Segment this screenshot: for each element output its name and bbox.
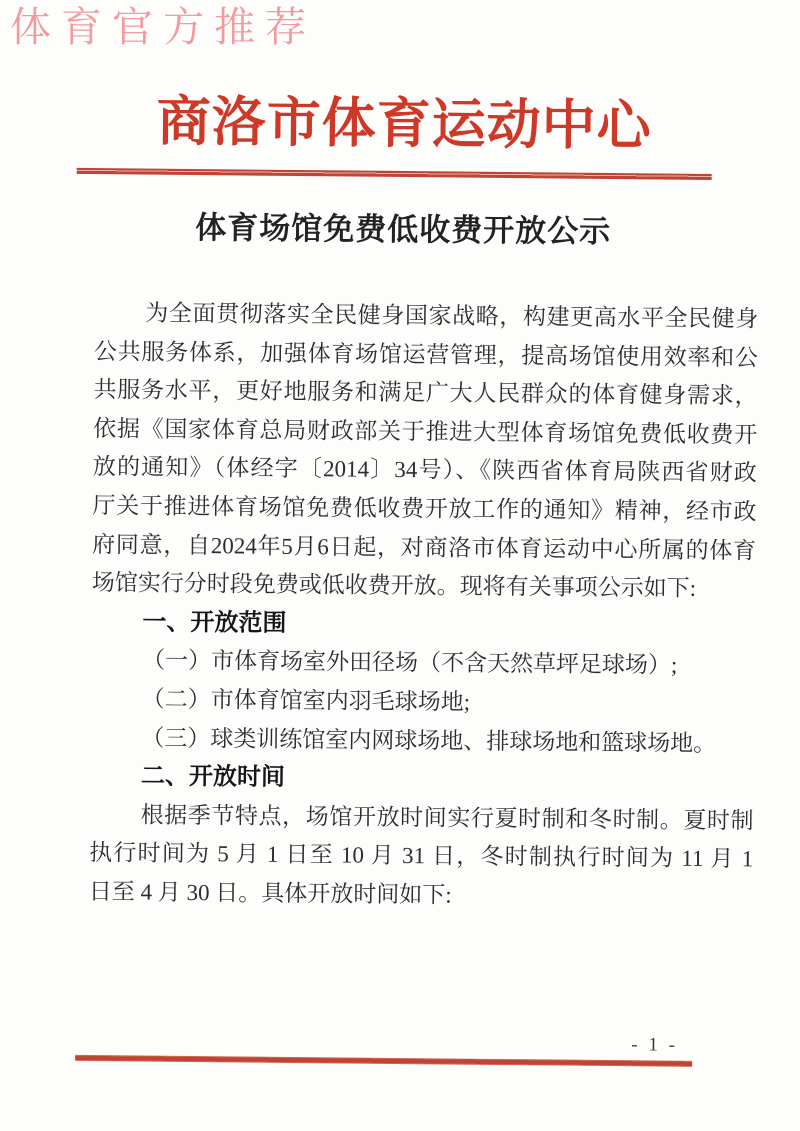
body-lines xyxy=(89,294,759,918)
header-divider-line xyxy=(77,168,712,180)
body-line: 场馆实行分时段免费或低收费开放。现将有关事项公示如下: xyxy=(91,570,697,601)
body-line: 共服务水平，更好地服务和满足广大人民群众的体育健身需求， xyxy=(93,377,758,409)
body-line: 执行时间为 5 月 1 日至 10 月 31 日，冬时制执行时间为 11 月 1 xyxy=(89,840,754,872)
section-heading: 一、开放范围 xyxy=(142,608,287,637)
body-line: 日至 4 月 30 日。具体开放时间如下: xyxy=(88,878,452,908)
footer-divider-line xyxy=(75,1055,692,1067)
body-line: 根据季节特点，场馆开放时间实行夏时制和冬时制。夏时制 xyxy=(140,802,754,834)
body-line: 府同意，自2024年5月6日起，对商洛市体育运动中心所属的体育 xyxy=(92,531,757,563)
watermark-text: 体育官方推荐 xyxy=(10,4,316,50)
notice-title: 体育场馆免费低收费开放公示 xyxy=(195,210,612,250)
organization-title: 商洛市体育运动中心 xyxy=(156,91,652,157)
body-line: 公共服务体系，加强体育场馆运营管理，提高场馆使用效率和公 xyxy=(93,338,759,371)
page-number: - 1 - xyxy=(631,1034,679,1056)
body-line: （一）市体育场室外田径场（不含天然草坪足球场）; xyxy=(141,647,678,679)
body-line: （二）市体育馆室内羽毛球场地; xyxy=(141,686,471,715)
section-heading: 二、开放时间 xyxy=(140,762,286,792)
body-line: 为全面贯彻落实全民健身国家战略，构建更高水平全民健身 xyxy=(145,300,759,332)
body-line: 放的通知》（体经字〔2014〕34号）、《陕西省体育局陕西省财政 xyxy=(92,454,757,486)
body-line: 厅关于推进体育场馆免费低收费开放工作的通知》精神，经市政 xyxy=(92,493,757,525)
body-line: （三）球类训练馆室内网球场地、排球场地和篮球场地。 xyxy=(141,725,717,756)
body-line: 依据《国家体育总局财政部关于推进大型体育场馆免费低收费开 xyxy=(93,415,758,448)
